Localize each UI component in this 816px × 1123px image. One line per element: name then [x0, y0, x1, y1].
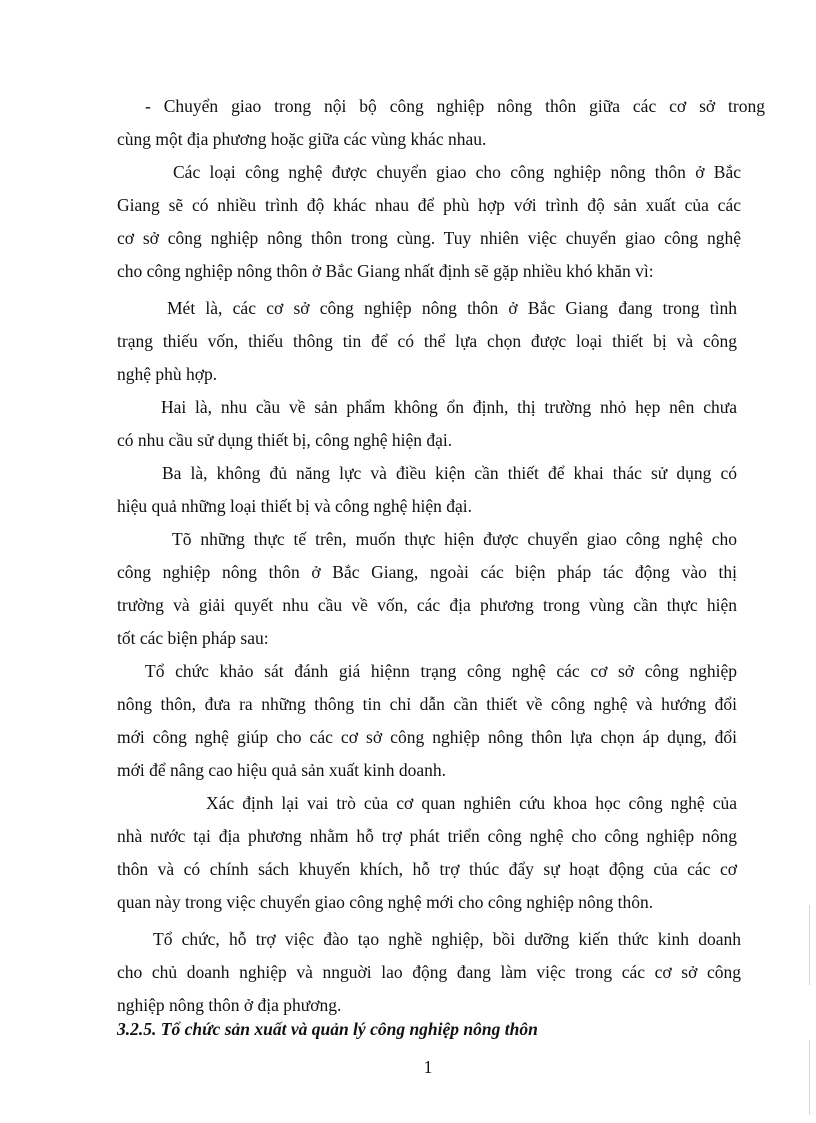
- text-line: mới công nghệ giúp cho các cơ sở công nghiệp nông thôn lựa chọn áp dụng, đổi: [117, 727, 737, 747]
- text-line: nghệ phù hợp.: [117, 364, 218, 384]
- text-line: nhà nước tại địa phương nhằm hỗ trợ phát triển công nghệ cho công nghiệp nông: [117, 826, 737, 846]
- text-line: Giang sẽ có nhiều trình độ khác nhau để phù hợp với trình độ sản xuất của các: [117, 195, 741, 215]
- text-line: cơ sở công nghiệp nông thôn trong cùng. Tuy nhiên việc chuyển giao công nghệ: [117, 228, 741, 248]
- text-line: Các loại công nghệ được chuyển giao cho công nghiệp nông thôn ở Bắc: [173, 162, 741, 182]
- text-line: Tõ những thực tế trên, muốn thực hiện được chuyển giao công nghệ cho: [172, 529, 737, 549]
- text-line: Tổ chức, hỗ trợ việc đào tạo nghề nghiệp, bồi dưỡng kiến thức kinh doanh: [153, 929, 741, 949]
- text-line: có nhu cầu sử dụng thiết bị, công nghệ hiện đại.: [117, 430, 453, 450]
- scan-edge-mark: [809, 1040, 810, 1115]
- page-number: 1: [423, 1057, 433, 1077]
- text-line: trạng thiếu vốn, thiếu thông tin để có thể lựa chọn được loại thiết bị và công: [117, 331, 737, 351]
- text-line: Xác định lại vai trò của cơ quan nghiên cứu khoa học công nghệ của: [206, 793, 737, 813]
- text-line: cùng một địa phương hoặc giữa các vùng khác nhau.: [117, 129, 487, 149]
- text-line: Ba là, không đủ năng lực và điều kiện cần thiết để khai thác sử dụng có: [162, 463, 737, 483]
- scan-edge-mark: [809, 905, 810, 985]
- text-line: cho công nghiệp nông thôn ở Bắc Giang nhất định sẽ gặp nhiều khó khăn vì:: [117, 261, 654, 281]
- text-line: cho chủ doanh nghiệp và nnguời lao động đang làm việc trong các cơ sở công: [117, 962, 741, 982]
- text-line: quan này trong việc chuyển giao công nghệ mới cho công nghiệp nông thôn.: [117, 892, 654, 912]
- text-line: - Chuyển giao trong nội bộ công nghiệp nông thôn giữa các cơ sở trong: [145, 96, 765, 116]
- text-line: thôn và có chính sách khuyến khích, hỗ trợ thúc đẩy sự hoạt động của các cơ: [117, 859, 737, 879]
- text-line: hiệu quả những loại thiết bị và công nghệ hiện đại.: [117, 496, 473, 516]
- text-line: tốt các biện pháp sau:: [117, 628, 269, 648]
- text-line: Hai là, nhu cầu về sản phẩm không ổn định, thị trường nhỏ hẹp nên chưa: [161, 397, 737, 417]
- text-line: Tổ chức khảo sát đánh giá hiệnn trạng công nghệ các cơ sở công nghiệp: [145, 661, 737, 681]
- text-line: công nghiệp nông thôn ở Bắc Giang, ngoài các biện pháp tác động vào thị: [117, 562, 737, 582]
- text-line: Mét là, các cơ sở công nghiệp nông thôn ở Bắc Giang đang trong tình: [167, 298, 737, 318]
- text-line: nghiệp nông thôn ở địa phương.: [117, 995, 342, 1015]
- text-line: nông thôn, đưa ra những thông tin chỉ dẫn cần thiết về công nghệ và hướng đổi: [117, 694, 737, 714]
- text-line: mới để nâng cao hiệu quả sản xuất kinh doanh.: [117, 760, 447, 780]
- text-line: trường và giải quyết nhu cầu về vốn, các địa phương trong vùng cần thực hiện: [117, 595, 737, 615]
- section-heading: 3.2.5. Tổ chức sản xuất và quản lý công nghiệp nông thôn: [117, 1019, 538, 1039]
